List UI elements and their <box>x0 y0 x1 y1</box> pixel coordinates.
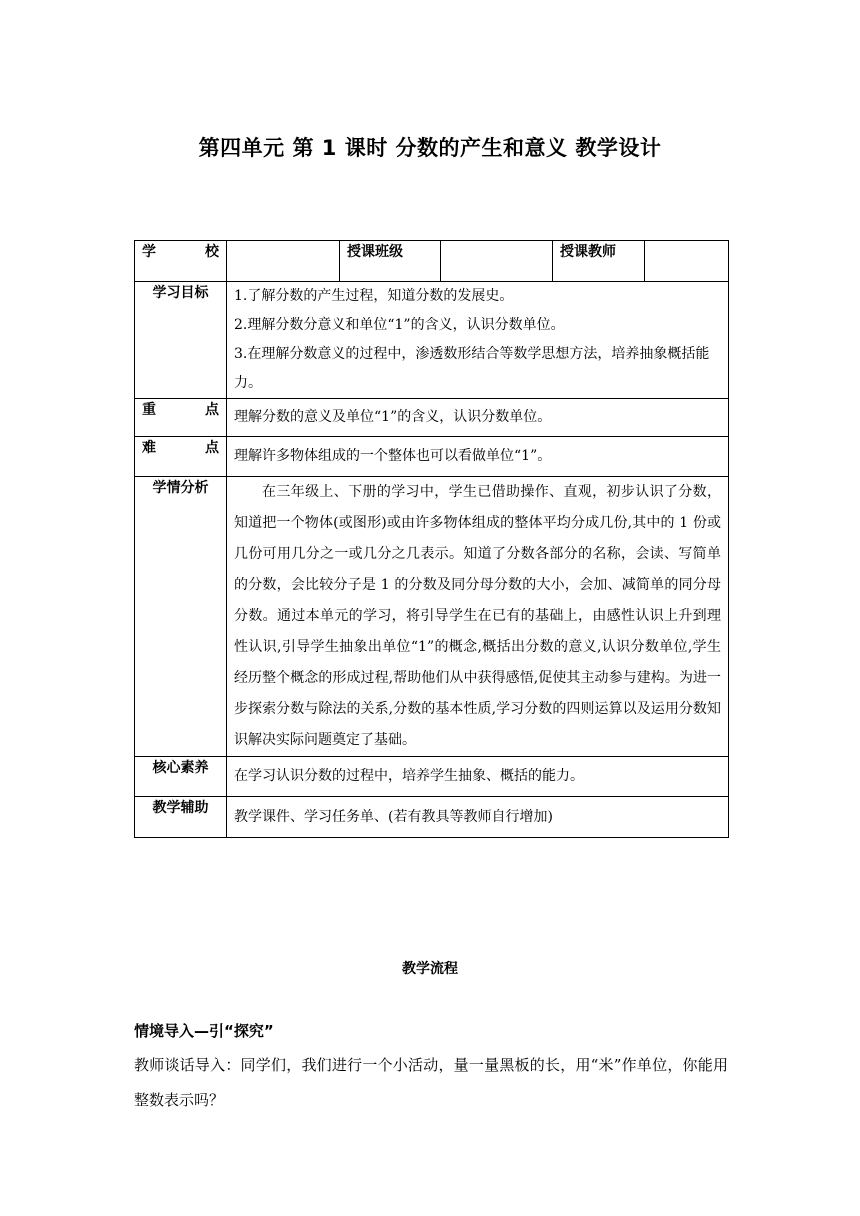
teacher-value <box>645 241 729 282</box>
table-row <box>135 437 729 477</box>
class-label: 授课班级 <box>340 241 441 282</box>
flow-heading: 教学流程 <box>402 961 458 977</box>
key-label-char-2: 点 <box>205 402 219 418</box>
class-value <box>441 241 553 282</box>
teacher-label: 授课教师 <box>553 241 645 282</box>
literacy-value: 在学习认识分数的过程中，培养学生抽象、概括的能力。 <box>227 757 729 797</box>
table-row <box>135 399 729 437</box>
aids-label: 教学辅助 <box>135 797 227 838</box>
goal-item: 3.在理解分数意义的过程中，渗透数形结合等数学思想方法，培养抽象概括能力。 <box>234 346 710 391</box>
school-label-char-1: 学 <box>142 244 156 260</box>
difficulty-label-char-2: 点 <box>205 440 219 456</box>
goal-item: 2.理解分数分意义和单位“1”的含义，认识分数单位。 <box>234 317 565 333</box>
key-point-label <box>135 399 227 437</box>
difficulty-label <box>135 437 227 477</box>
aids-value: 教学课件、学习任务单、(若有教具等教师自行增加) <box>227 797 729 838</box>
difficulty-label-char-1: 难 <box>142 440 156 456</box>
intro-paragraph: 教师谈话导入：同学们，我们进行一个小活动，量一量黑板的长，用“米”作单位，你能用整数表示吗？ <box>134 1056 728 1109</box>
goal-item: 1.了解分数的产生过程，知道分数的发展史。 <box>234 288 514 304</box>
difficulty-value: 理解许多物体组成的一个整体也可以看做单位“1”。 <box>227 437 729 477</box>
document-title: 第四单元 第 1 课时 分数的产生和意义 教学设计 <box>198 136 662 160</box>
table-row <box>135 797 729 838</box>
key-point-value: 理解分数的意义及单位“1”的含义，认识分数单位。 <box>227 399 729 437</box>
lesson-info-table <box>134 240 729 838</box>
table-row <box>135 477 729 757</box>
section-heading: 情境导入—引“探究” <box>134 1022 274 1040</box>
key-label-char-1: 重 <box>142 402 156 418</box>
goals-cell <box>227 282 729 399</box>
analysis-value: 在三年级上、下册的学习中，学生已借助操作、直观，初步认识了分数，知道把一个物体(或图形)或由许多物体组成的整体平均分成几份,其中的 1 份或几份可用几分之一或几分之几表示。知道了分数各部分的名称，会读、写简单的分数，会比较分子是 1 的分数及同分母分数的大小，会加、减简单的同分母分数。通过本单元的学习，将引导学生在已有的基础上，由感性认识上升到理性认识,引导学生抽象出单位“1”的概念,概括出分数的意义,认识分数单位,学生经历整个概念的形成过程,帮助他们从中获得感悟,促使其主动参与建构。为进一步探索分数与除法的关系,分数的基本性质,学习分数的四则运算以及运用分数知识解决实际问题奠定了基础。 <box>227 477 729 757</box>
analysis-label: 学情分析 <box>135 477 227 757</box>
table-row <box>135 757 729 797</box>
literacy-label: 核心素养 <box>135 757 227 797</box>
table-row <box>135 241 729 282</box>
table-row <box>135 282 729 399</box>
school-label <box>135 241 227 282</box>
goals-label: 学习目标 <box>135 282 227 399</box>
school-value <box>227 241 340 282</box>
school-label-char-2: 校 <box>205 244 219 260</box>
